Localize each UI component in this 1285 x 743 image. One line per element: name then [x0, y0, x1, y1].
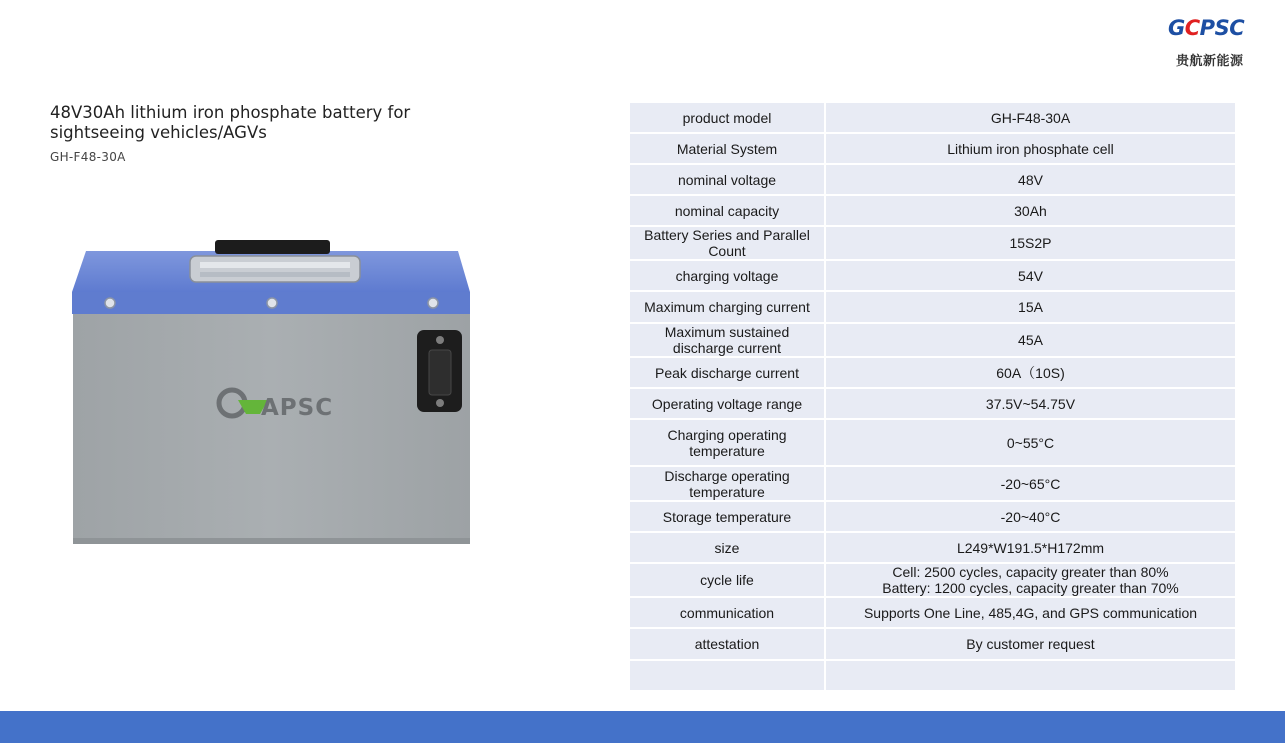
- brand-chinese-name: 贵航新能源: [1176, 54, 1244, 69]
- spec-value: 30Ah: [825, 195, 1236, 226]
- table-row: [629, 195, 1236, 226]
- table-row: [629, 501, 1236, 532]
- spec-value: [825, 660, 1236, 691]
- spec-label: Battery Series and Parallel Count: [629, 226, 825, 260]
- spec-value: 48V: [825, 164, 1236, 195]
- table-row: [629, 226, 1236, 260]
- spec-value: -20~65°C: [825, 466, 1236, 501]
- spec-value: 15A: [825, 291, 1236, 323]
- spec-label: attestation: [629, 628, 825, 660]
- spec-label: product model: [629, 102, 825, 133]
- product-title: 48V30Ah lithium iron phosphate battery for sightseeing vehicles/AGVs: [50, 103, 411, 142]
- spec-label: nominal voltage: [629, 164, 825, 195]
- table-row: [629, 164, 1236, 195]
- spec-label: Storage temperature: [629, 501, 825, 532]
- spec-label: Material System: [629, 133, 825, 164]
- spec-label: Operating voltage range: [629, 388, 825, 419]
- spec-value: -20~40°C: [825, 501, 1236, 532]
- table-row: [629, 532, 1236, 563]
- battery-handle: [190, 240, 360, 282]
- cycle-life-battery-line: Battery: 1200 cycles, capacity greater than 70%: [882, 580, 1179, 596]
- battery-pack-image: [60, 232, 480, 552]
- table-row: [629, 628, 1236, 660]
- spec-value: Supports One Line, 485,4G, and GPS communication: [825, 597, 1236, 628]
- spec-value: By customer request: [825, 628, 1236, 660]
- table-row: [629, 291, 1236, 323]
- battery-shadow: [73, 538, 470, 544]
- spec-label: nominal capacity: [629, 195, 825, 226]
- svg-text:APSC: APSC: [261, 395, 334, 421]
- table-row: [629, 660, 1236, 691]
- table-row: [629, 563, 1236, 597]
- spec-label: Discharge operating temperature: [629, 466, 825, 501]
- brand-logo-wordmark: GCPSC: [1168, 16, 1245, 40]
- spec-value: L249*W191.5*H172mm: [825, 532, 1236, 563]
- spec-value-multiline: [825, 563, 1236, 597]
- table-row: [629, 102, 1236, 133]
- connector-icon: [417, 330, 462, 412]
- spec-value: 45A: [825, 323, 1236, 357]
- table-row: [629, 419, 1236, 466]
- table-row: [629, 323, 1236, 357]
- brand-logo: [1168, 16, 1264, 70]
- spec-label: charging voltage: [629, 260, 825, 291]
- spec-value: 15S2P: [825, 226, 1236, 260]
- spec-label: communication: [629, 597, 825, 628]
- spec-value: 54V: [825, 260, 1236, 291]
- table-row: [629, 357, 1236, 388]
- table-row: [629, 133, 1236, 164]
- spec-label: Charging operating temperature: [629, 419, 825, 466]
- spec-label: cycle life: [629, 563, 825, 597]
- spec-value: 37.5V~54.75V: [825, 388, 1236, 419]
- spec-label: Maximum charging current: [629, 291, 825, 323]
- spec-value: 60A（10S): [825, 357, 1236, 388]
- table-row: [629, 388, 1236, 419]
- battery-body: [73, 312, 470, 544]
- cycle-life-cell-line: Cell: 2500 cycles, capacity greater than 80%: [892, 564, 1169, 580]
- product-model-code: GH-F48-30A: [50, 150, 126, 164]
- spec-label: Maximum sustained discharge current: [629, 323, 825, 357]
- spec-value: 0~55°C: [825, 419, 1236, 466]
- spec-label: [629, 660, 825, 691]
- spec-value: GH-F48-30A: [825, 102, 1236, 133]
- spec-label: size: [629, 532, 825, 563]
- table-row: [629, 260, 1236, 291]
- spec-table: [628, 101, 1237, 692]
- table-row: [629, 597, 1236, 628]
- footer-bar: [0, 711, 1285, 743]
- spec-label: Peak discharge current: [629, 357, 825, 388]
- spec-value: Lithium iron phosphate cell: [825, 133, 1236, 164]
- table-row: [629, 466, 1236, 501]
